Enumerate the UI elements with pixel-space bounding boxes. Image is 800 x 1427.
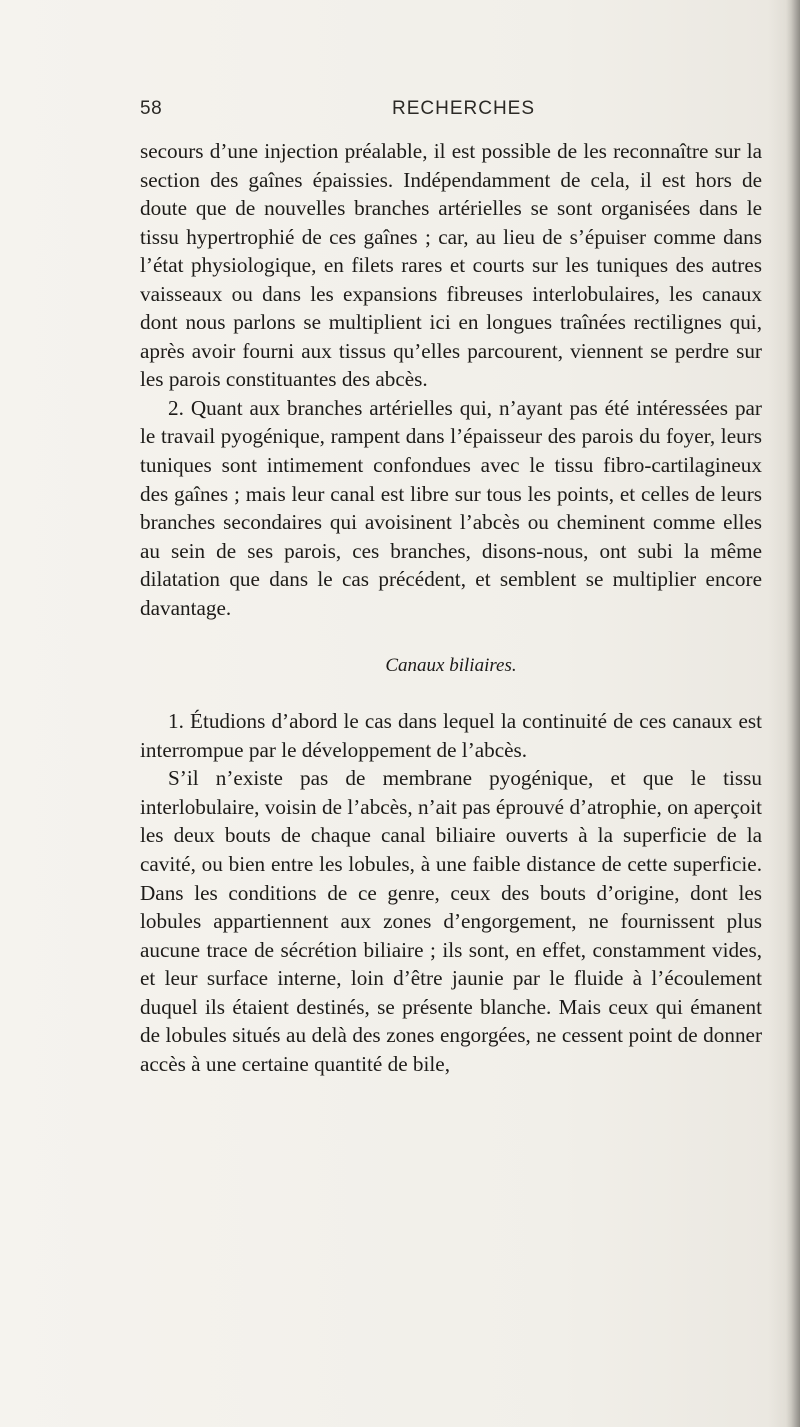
section-title: Canaux biliaires. [385,655,517,677]
paragraph-bile-ducts-detail: S’il n’existe pas de membrane pyogénique, et que le tissu interlobulaire, voisin de l’abcès, n’ait pas éprouvé d’atrophie, on aperçoit les deux bouts de chaque canal biliaire ouverts à la superficie de la cavité, ou bien entre les lobules, à une faible distance de cette superficie. Dans les conditions de ce genre, ceux des bouts d’origine, dont les lobules appartiennent aux zones d’engorgement, ne fournissent plus aucune trace de sécrétion biliaire ; ils sont, en effet, constamment vides, et leur surface interne, loin d’être jaunie par le fluide à l’écoulement duquel ils étaient destinés, se présente blanche. Mais ceux qui émanent de lobules situés au delà des zones engorgées, ne cessent point de donner accès à une certaine quantité de bile, [140,766,762,1076]
running-title: RECHERCHES [392,98,536,119]
main-text [140,137,762,1078]
paragraph-arterial-branches: 2. Quant aux branches artérielles qui, n’ayant pas été intéressées par le travail pyogénique, rampent dans l’épaisseur des parois du foyer, leurs tuniques sont intimement confondues avec le tissu fibro-cartilagineux des gaînes ; mais leur canal est libre sur tous les points, et celles de leurs branches secondaires qui avoisinent l’abcès ou cheminent comme elles au sein de ses parois, ces branches, disons-nous, ont subi la même dilatation que dans le cas précédent, et semblent se multiplier encore davantage. [140,395,762,620]
page-edge-shadow [786,0,800,1427]
paragraph-bile-ducts-intro: 1. Étudions d’abord le cas dans lequel la continuité de ces canaux est interrompue par le développement de l’abcès. [140,709,762,762]
page-number: 58 [140,98,163,119]
paragraph-continued: secours d’une injection préalable, il est possible de les reconnaître sur la section des gaînes épaissies. Indépendamment de cela, il est hors de doute que de nouvelles branches artérielles se sont organisées dans le tissu hypertrophié de ces gaînes ; car, au lieu de s’épuiser comme dans l’état physiologique, en filets rares et courts sur les tuniques des autres vaisseaux ou dans les expansions fibreuses interlobulaires, les canaux dont nous parlons se multiplient ici en longues traînées rectilignes qui, après avoir fourni aux tissus qu’elles parcourent, viennent se perdre sur les parois constituantes des abcès. [140,139,762,392]
page-header [140,98,782,122]
